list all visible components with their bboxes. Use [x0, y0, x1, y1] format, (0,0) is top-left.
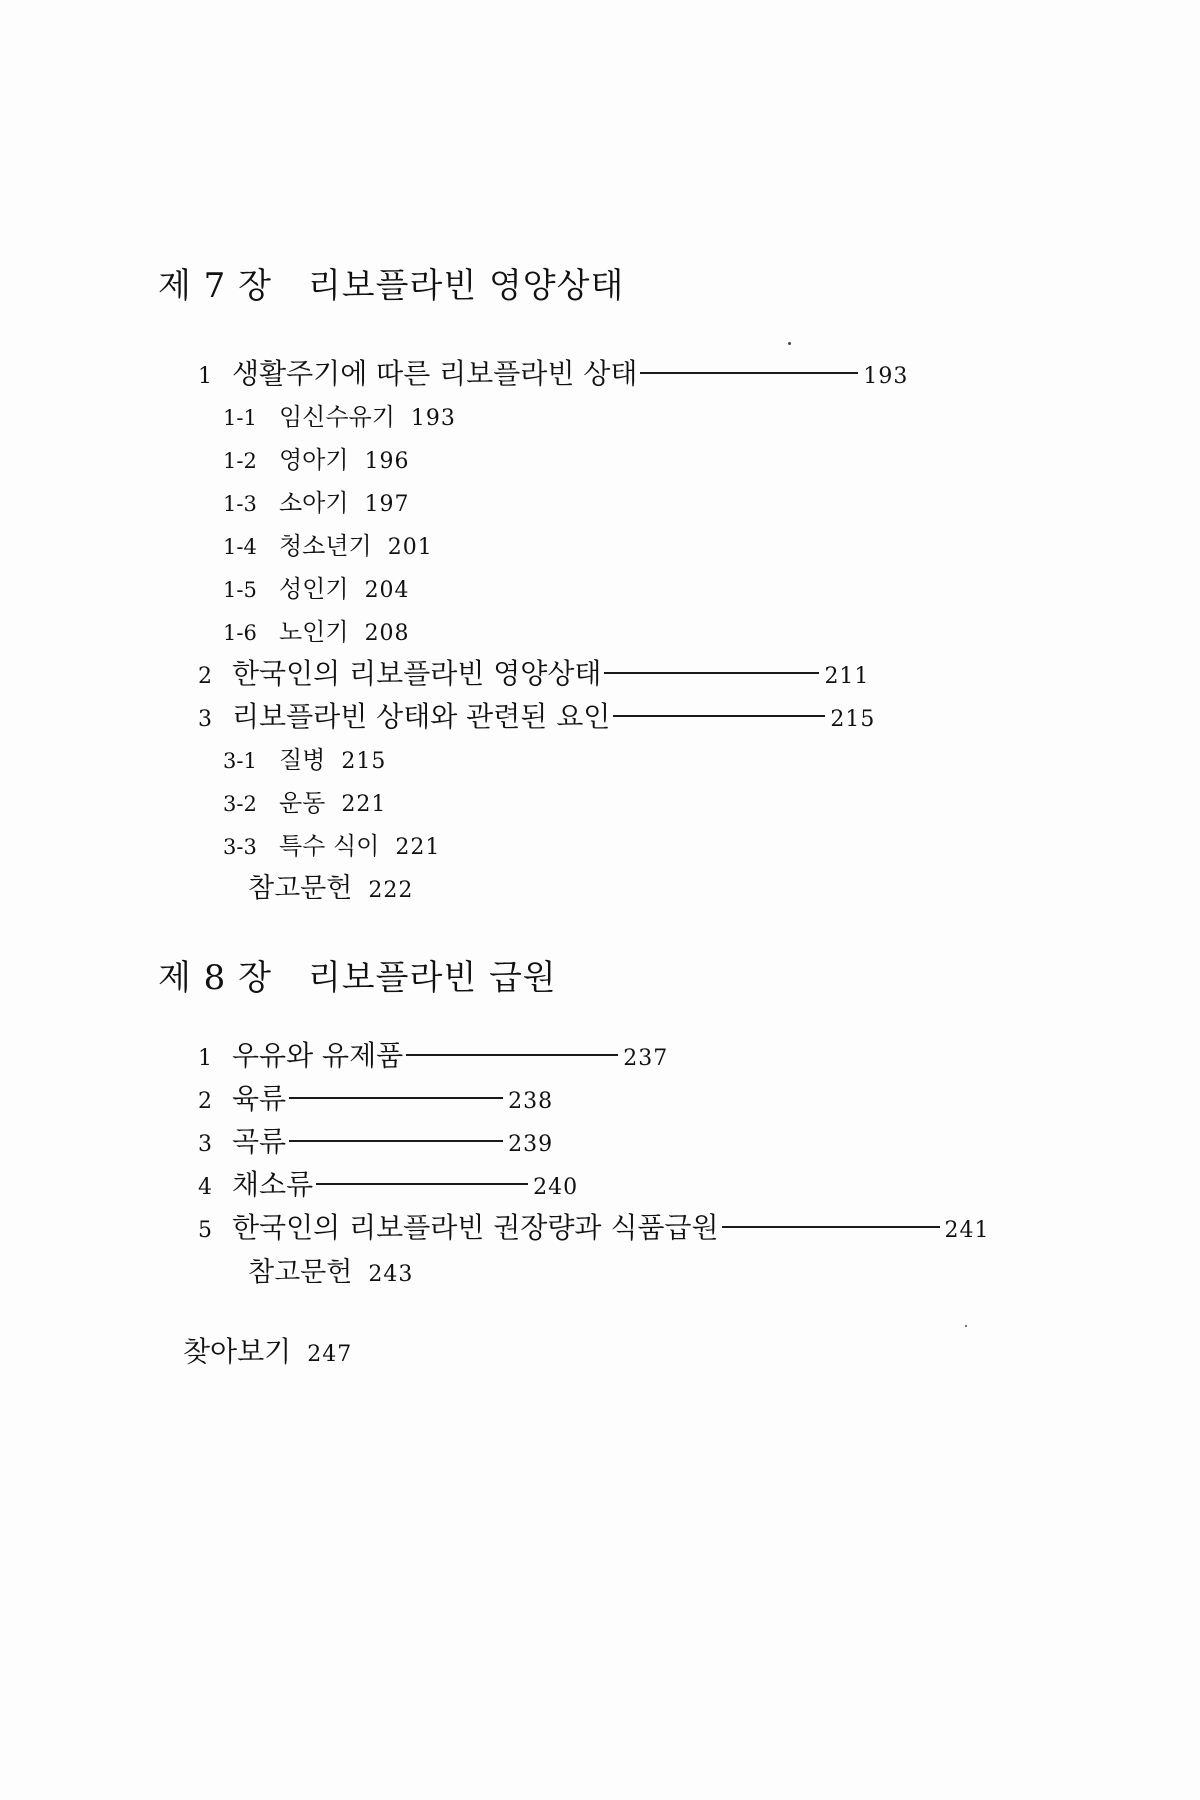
entry-title: 우유와 유제품 — [232, 1039, 404, 1072]
dot-leader — [722, 1226, 940, 1228]
entry-title: 영아기 — [279, 446, 349, 474]
page-number: 243 — [368, 1262, 414, 1287]
entry-title: 한국인의 리보플라빈 영양상태 — [232, 657, 602, 690]
dot-leader — [640, 372, 858, 374]
scan-speck — [788, 342, 791, 345]
entry-title: 질병 — [279, 746, 326, 774]
chapter-7-heading — [158, 258, 624, 307]
toc-entry[interactable]: 3 리보플라빈 상태와 관련된 요인 215 — [198, 695, 875, 735]
index-entry[interactable] — [183, 1330, 352, 1370]
entry-title: 운동 — [279, 789, 326, 817]
entry-title: 리보플라빈 상태와 관련된 요인 — [232, 700, 611, 733]
entry-title: 청소년기 — [279, 532, 372, 560]
toc-entry[interactable]: 1 생활주기에 따른 리보플라빈 상태 193 — [198, 352, 908, 392]
page-number: 237 — [623, 1046, 669, 1071]
scan-speck — [965, 1325, 967, 1327]
page-number: 204 — [364, 578, 410, 603]
page-number: 240 — [533, 1175, 579, 1200]
page-number: 201 — [387, 535, 433, 560]
chapter-7-number: 제 7 장 — [158, 266, 272, 306]
toc-entry[interactable]: 5 한국인의 리보플라빈 권장량과 식품급원 241 — [198, 1206, 990, 1246]
toc-subentry[interactable]: 1-5 성인기 204 — [223, 569, 410, 604]
dot-leader — [289, 1140, 503, 1142]
toc-entry[interactable]: 2 한국인의 리보플라빈 영양상태 211 — [198, 652, 869, 692]
page-number: 211 — [824, 664, 870, 689]
toc-subentry[interactable]: 1-2 영아기 196 — [223, 440, 410, 475]
dot-leader — [604, 672, 819, 674]
page-number: 238 — [508, 1089, 554, 1114]
entry-title: 노인기 — [279, 618, 349, 646]
entry-title: 소아기 — [279, 489, 349, 517]
toc-entry[interactable]: 1 우유와 유제품 237 — [198, 1034, 668, 1074]
page-number: 193 — [863, 364, 909, 389]
page-number: 215 — [341, 749, 387, 774]
entry-title: 생활주기에 따른 리보플라빈 상태 — [232, 357, 638, 390]
chapter-8-title: 리보플라빈 급원 — [307, 958, 557, 998]
entry-title: 참고문헌 — [248, 873, 353, 904]
chapter-7-title: 리보플라빈 영양상태 — [307, 266, 625, 306]
page-number: 215 — [830, 707, 876, 732]
dot-leader — [613, 715, 825, 717]
dot-leader — [289, 1097, 503, 1099]
toc-subentry[interactable]: 1-1 임신수유기 193 — [223, 397, 456, 432]
page-number: 241 — [944, 1218, 990, 1243]
page-number: 208 — [364, 621, 410, 646]
page-number: 247 — [307, 1342, 353, 1367]
entry-title: 한국인의 리보플라빈 권장량과 식품급원 — [232, 1211, 719, 1244]
page-number: 221 — [341, 792, 387, 817]
toc-subentry[interactable]: 1-3 소아기 197 — [223, 483, 410, 518]
page-number: 239 — [508, 1132, 554, 1157]
page-number: 221 — [395, 835, 441, 860]
page-number: 193 — [410, 406, 456, 431]
toc-entry[interactable]: 2 육류 238 — [198, 1077, 553, 1117]
entry-title: 곡류 — [232, 1125, 287, 1158]
dot-leader — [406, 1054, 618, 1056]
entry-title: 육류 — [232, 1082, 287, 1115]
references-entry[interactable] — [248, 1250, 413, 1289]
toc-entry[interactable]: 3 곡류 239 — [198, 1120, 553, 1160]
toc-subentry[interactable]: 1-4 청소년기 201 — [223, 526, 433, 561]
toc-subentry[interactable]: 3-3 특수 식이 221 — [223, 826, 440, 861]
entry-title: 성인기 — [279, 575, 349, 603]
entry-title: 임신수유기 — [279, 403, 395, 431]
toc-subentry[interactable]: 1-6 노인기 208 — [223, 612, 410, 647]
chapter-8-number: 제 8 장 — [158, 958, 272, 998]
toc-subentry[interactable]: 3-1 질병 215 — [223, 740, 386, 775]
entry-title: 참고문헌 — [248, 1257, 353, 1288]
toc-subentry[interactable]: 3-2 운동 221 — [223, 783, 386, 818]
entry-title: 찾아보기 — [183, 1335, 292, 1368]
dot-leader — [316, 1183, 528, 1185]
page-number: 222 — [368, 878, 414, 903]
toc-entry[interactable]: 4 채소류 240 — [198, 1163, 578, 1203]
page-number: 197 — [364, 492, 410, 517]
chapter-8-heading — [158, 950, 557, 999]
references-entry[interactable] — [248, 866, 413, 905]
entry-title: 특수 식이 — [279, 832, 380, 860]
page-number: 196 — [364, 449, 410, 474]
entry-title: 채소류 — [232, 1168, 314, 1201]
